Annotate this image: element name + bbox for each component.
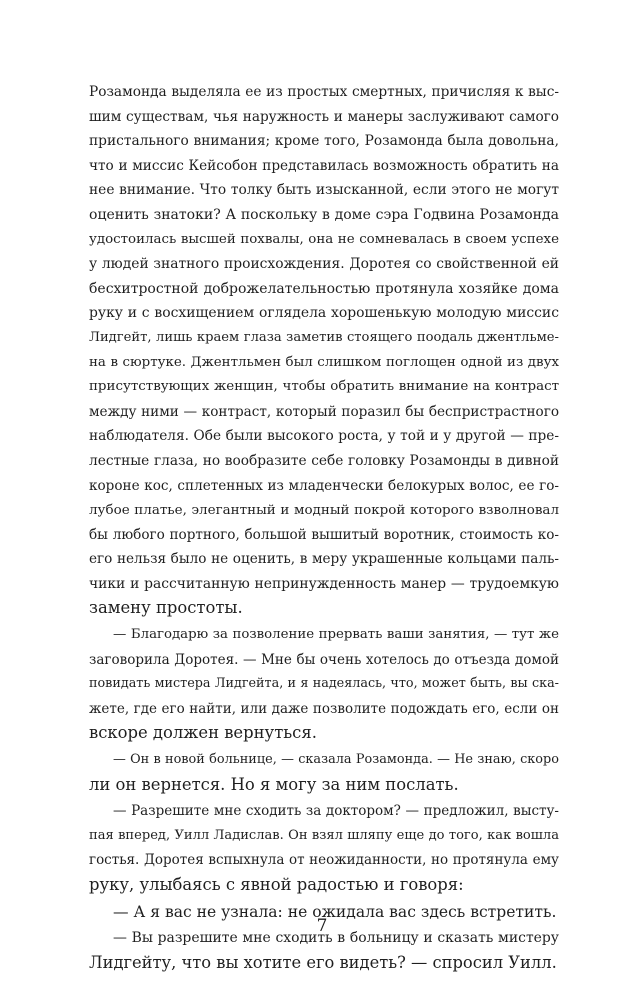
text-line: Лидгейт, лишь краем глаза заметив стоящего поодаль джентльме- [89, 329, 559, 345]
text-line: гостья. Доротея вспыхнула от неожиданности, но протянула ему [89, 852, 559, 869]
text-line: заговорила Доротея. — Мне бы очень хотелось до отъезда домой [89, 651, 559, 668]
text-line: жете, где его найти, или даже позволите подождать его, если он [89, 700, 559, 717]
paragraph [89, 799, 559, 897]
text-line: — Вы разрешите мне сходить в больницу и сказать мистеру [113, 930, 559, 947]
text-line: бы любого портного, большой вышитый воротник, стоимость ко- [89, 526, 559, 543]
page-number: 7 [316, 916, 328, 936]
text-line: что и миссис Кейсобон представилась возможность обратить на [89, 157, 559, 174]
text-line: — Разрешите мне сходить за доктором? — предложил, высту- [113, 803, 559, 820]
text-line: чики и рассчитанную непринужденность манер — трудоемкую [89, 575, 559, 592]
text-line: повидать мистера Лидгейта, и я надеялась, что, может быть, вы ска- [89, 676, 559, 692]
paragraph [89, 623, 559, 746]
text-line: удостоилась высшей похвалы, она не сомневалась в своем успехе [89, 231, 559, 247]
text-line: оценить знатоки? А поскольку в доме сэра Годвина Розамонда [89, 206, 559, 223]
text-line: присутствующих женщин, чтобы обратить внимание на контраст [89, 379, 559, 395]
text-line: у людей знатного происхождения. Доротея со свойственной ей [89, 256, 559, 273]
text-line: нее внимание. Что толку быть изысканной, если этого не могут [89, 182, 559, 199]
text-line: руку, улыбаясь с явной радостью и говоря: [89, 875, 464, 894]
text-line: Лидгейту, что вы хотите его видеть? — спросил Уилл. [89, 952, 557, 972]
text-line: руку и с восхищением оглядела хорошенькую молодую миссис [89, 305, 559, 322]
text-line: короне кос, сплетенных из младенчески белокурых волос, ее го- [89, 477, 559, 494]
text-line: ли он вернется. Но я могу за ним послать. [89, 774, 459, 794]
text-line: шим существам, чья наружность и манеры заслуживают самого [89, 108, 559, 125]
text-line: его нельзя было не оценить, в меру украшенные кольцами паль- [89, 551, 559, 568]
text-line: — Благодарю за позволение прервать ваши занятия, — тут же [113, 627, 559, 643]
text-line: лубое платье, элегантный и модный покрой которого взволновал [89, 502, 559, 519]
text-line: на в сюртуке. Джентльмен был слишком поглощен одной из двух [89, 354, 559, 370]
text-line: пристального внимания; кроме того, Розамонда была довольна, [89, 133, 559, 150]
text-line: замену простоты. [89, 598, 243, 618]
text-line: между ними — контраст, который поразил бы беспристрастного [89, 403, 559, 420]
text-line: Розамонда выделяла ее из простых смертных, причисляя к выс- [89, 84, 559, 100]
text-line: лестные глаза, но вообразите себе головку Розамонды в дивной [89, 452, 559, 469]
text-line: — А я вас не узнала: не ожидала вас здесь встретить. [113, 902, 557, 921]
page-body [89, 80, 559, 975]
text-line: вскоре должен вернуться. [89, 723, 317, 743]
text-line: пая вперед, Уилл Ладислав. Он взял шляпу еще до того, как вошла [89, 827, 559, 843]
paragraph [89, 80, 559, 621]
text-line: — Он в новой больнице, — сказала Розамонда. — Не знаю, скоро [113, 752, 559, 768]
text-line: наблюдателя. Обе были высокого роста, у той и у другой — пре- [89, 428, 559, 445]
text-line: бесхитростной доброжелательностью протянула хозяйке дома [89, 280, 559, 297]
paragraph [89, 748, 559, 797]
